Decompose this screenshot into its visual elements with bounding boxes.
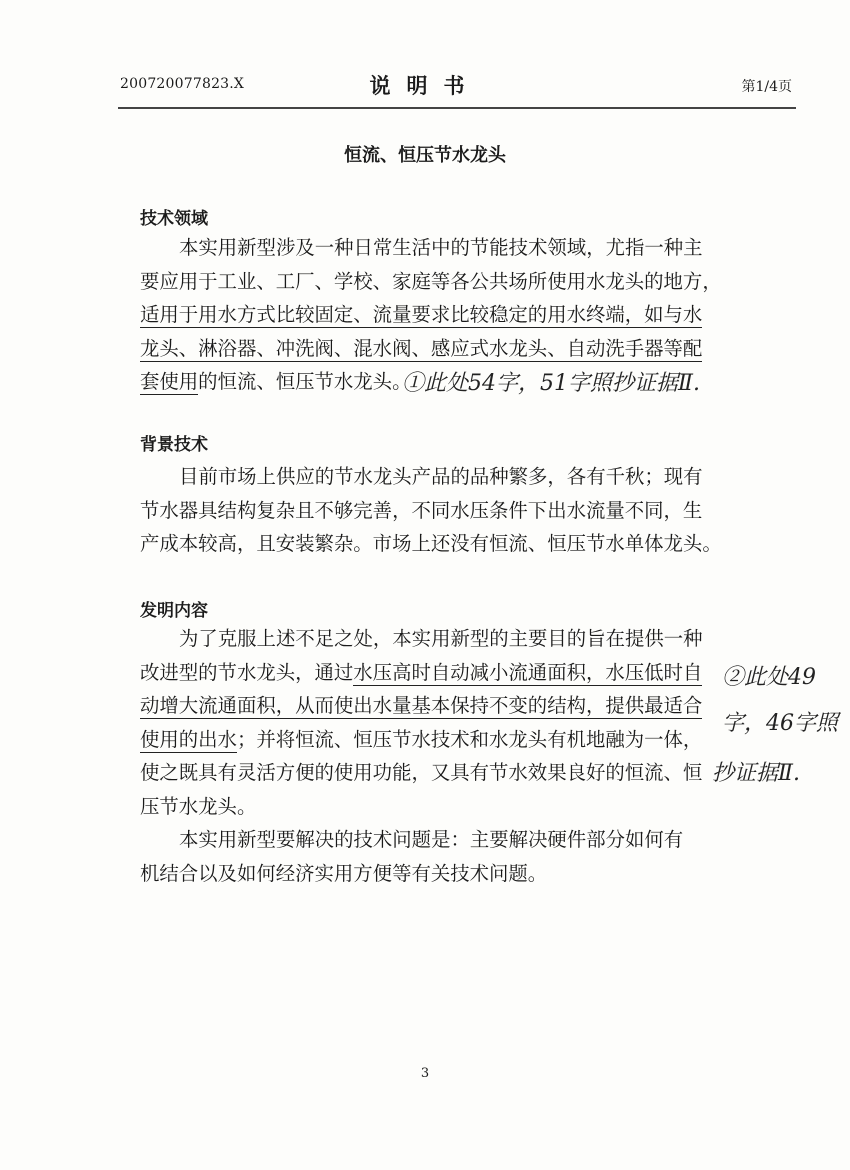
underlined-text: 套使用 [140, 370, 199, 393]
text-line: 使之既具有灵活方便的使用功能，又具有节水效果良好的恒流、恒 [140, 761, 703, 784]
underlined-text: 使用的出水 [140, 727, 237, 751]
text-line: 压节水龙头。 [140, 794, 257, 818]
text-line: 产成本较高，且安装繁杂。市场上还没有恒流、恒压节水单体龙头。 [140, 532, 722, 555]
text-line: 目前市场上供应的节水龙头产品的品种繁多，各有千秋；现有 [179, 465, 703, 488]
underlined-text: 适用于用水方式比较固定、流量要求比较稳定的用水终端，如与水 [140, 303, 703, 326]
text-line: ；并将恒流、恒压节水技术和水龙头有机地融为一体， [236, 727, 703, 751]
section-heading-background: 背景技术 [140, 435, 208, 455]
text-line: 为了克服上述不足之处，本实用新型的主要目的旨在提供一种 [179, 627, 703, 650]
header-divider [118, 107, 796, 109]
page-indicator: 第1/4页 [741, 79, 792, 95]
handwritten-note-1: ①此处54字，51字照抄证据Ⅱ. [402, 371, 700, 396]
paragraph-summary [140, 622, 725, 890]
header-title: 说明书 [369, 74, 481, 98]
underlined-text: 龙头、淋浴器、冲洗阀、混水阀、感应式水龙头、自动洗手器等配 [140, 336, 703, 360]
document-title: 恒流、恒压节水龙头 [344, 145, 506, 166]
section-heading-summary: 发明内容 [140, 601, 208, 621]
text-line: 本实用新型涉及一种日常生活中的节能技术领域，尤指一种主 [179, 236, 703, 259]
underlined-text: 动增大流通面积，从而使出水量基本保持不变的结构，提供最适合 [140, 694, 703, 717]
text-line: 本实用新型要解决的技术问题是：主要解决硬件部分如何有 [179, 828, 684, 851]
text-line: 的恒流、恒压节水龙头。 [198, 370, 412, 393]
underlined-text: 水压高时自动减小流通面积，水压低时自 [353, 660, 703, 684]
text-line: 节水器具结构复杂且不够完善，不同水压条件下出水流量不同，生 [140, 498, 703, 522]
handwritten-note-2-line3: 抄证据Ⅱ. [712, 761, 800, 786]
handwritten-note-2-line2: 字，46字照 [722, 711, 838, 736]
text-line: 改进型的节水龙头，通过 [140, 660, 354, 684]
section-heading-technical-field: 技术领域 [140, 209, 208, 229]
page-number: 3 [420, 1066, 430, 1081]
paragraph-background [140, 460, 725, 561]
text-line: 要应用于工业、工厂、学校、家庭等各公共场所使用水龙头的地方， [140, 269, 722, 293]
handwritten-note-2-line1: ②此处49 [722, 665, 816, 690]
document-id: 200720077823.X [120, 76, 245, 92]
text-line: 机结合以及如何经济实用方便等有关技术问题。 [140, 861, 548, 885]
